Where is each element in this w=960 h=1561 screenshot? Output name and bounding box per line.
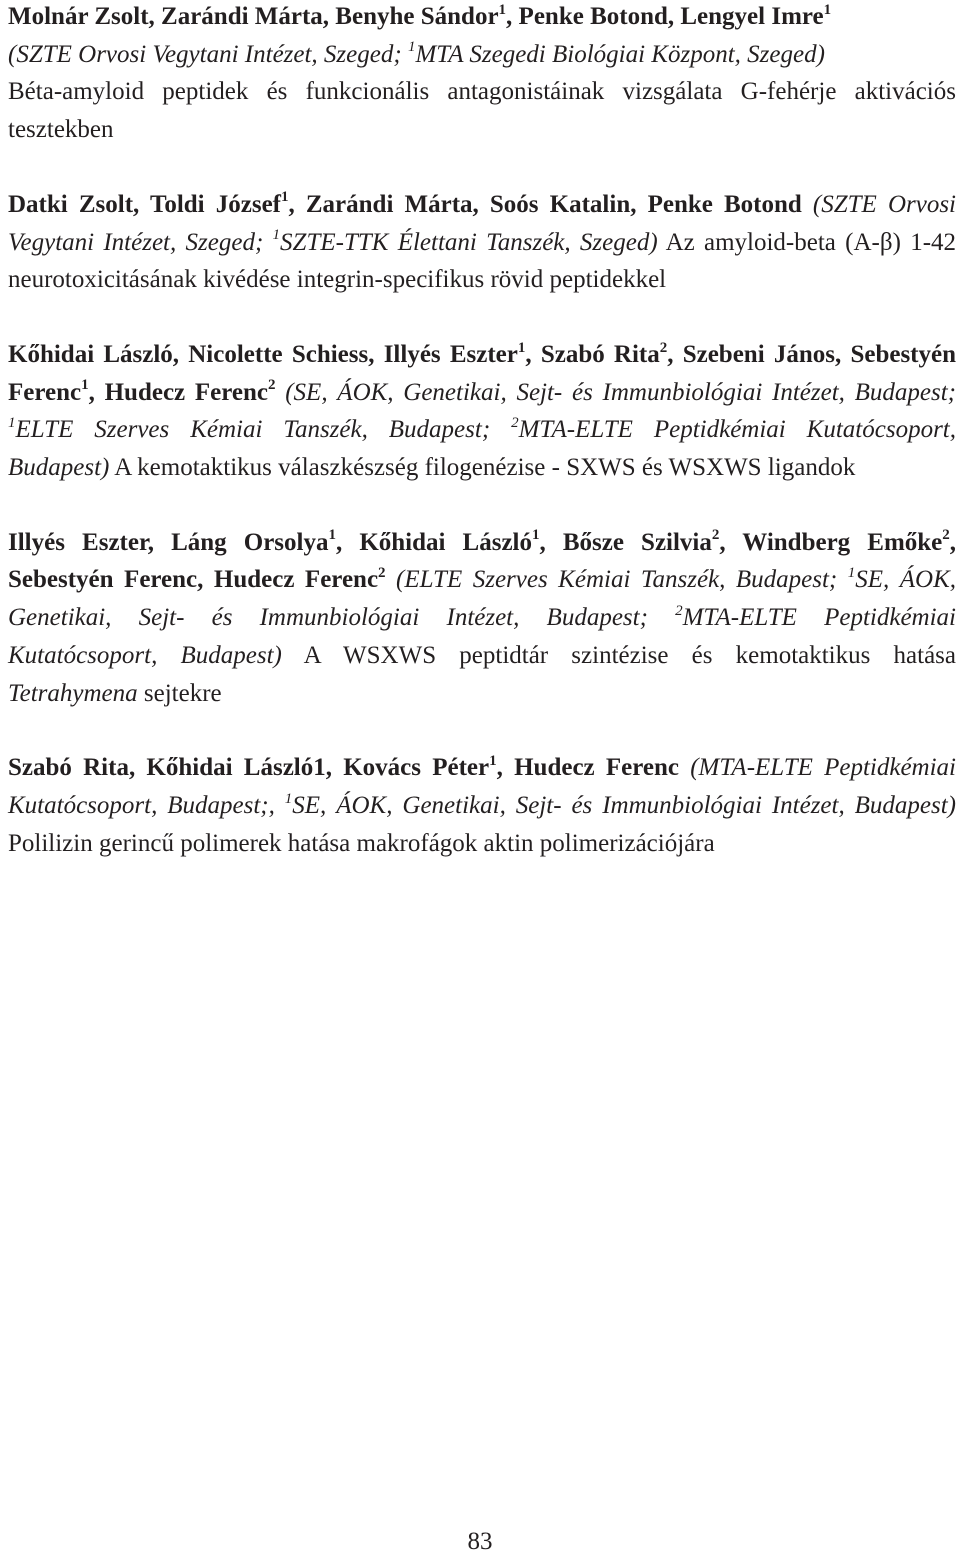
affiliation: (SZTE Orvosi Vegytani Intézet, Szeged; $^1$SZTE-TTK Élettani Tanszék, Szeged) xyxy=(8,190,957,256)
author-list: Illyés Eszter, Láng Orsolya$^1$, Kőhidai László$^1$, Bősze Szilvia$^2$, Windberg Emőke$^2$, Sebestyén Ferenc, Hudecz Ferenc$^2$ xyxy=(8,527,957,594)
affiliation: (SE, ÁOK, Genetikai, Sejt- és Immunbiológiai Intézet, Budapest; $^1$ELTE Szerves Kémiai Tanszék, Budapest; $^2$MTA-ELTE Peptidkémiai Kutatócsoport, Budapest) xyxy=(8,378,956,482)
author-list: Kőhidai László, Nicolette Schiess, Illyés Eszter$^1$, Szabó Rita$^2$, Szebeni János, Sebestyén Ferenc$^1$, Hudecz Ferenc$^2$ xyxy=(8,339,956,406)
abstract-entry xyxy=(8,524,956,713)
author-list: Molnár Zsolt, Zarándi Márta, Benyhe Sándor$^1$, Penke Botond, Lengyel Imre$^1$ xyxy=(8,1,832,30)
document-page xyxy=(8,0,956,899)
abstract-title: Az amyloid-beta (A-β) 1-42 neurotoxicitásának kivédése integrin-specifikus rövid peptidekkel xyxy=(8,228,957,294)
affiliation: (MTA-ELTE Peptidkémiai Kutatócsoport, Budapest;, $^1$SE, ÁOK, Genetikai, Sejt- és Immunbiológiai Intézet, Budapest) xyxy=(8,754,957,819)
abstract-title: Polilizin gerincű polimerek hatása makrofágok aktin polimerizációjára xyxy=(8,829,715,857)
affiliation: (ELTE Szerves Kémiai Tanszék, Budapest; $^1$SE, ÁOK, Genetikai, Sejt- és Immunbiológiai Intézet, Budapest; $^2$MTA-ELTE Peptidkémiai Kutatócsoport, Budapest) xyxy=(8,565,957,669)
abstract-entry xyxy=(8,0,956,149)
abstract-title: A kemotaktikus válaszkészség filogenézise - SXWS és WSXWS ligandok xyxy=(114,454,856,482)
author-list: Datki Zsolt, Toldi József$^1$, Zarándi Márta, Soós Katalin, Penke Botond xyxy=(8,189,802,218)
abstract-entry xyxy=(8,336,956,487)
affiliation: (SZTE Orvosi Vegytani Intézet, Szeged; $^1$MTA Szegedi Biológiai Központ, Szeged) xyxy=(8,39,825,68)
abstract-title: Béta-amyloid peptidek és funkcionális antagonistáinak vizsgálata G-fehérje aktivációs tesztekben xyxy=(8,78,956,144)
author-list: Szabó Rita, Kőhidai László1, Kovács Péter$^1$, Hudecz Ferenc xyxy=(8,752,679,782)
species-name: Tetrahymena xyxy=(8,679,138,707)
page-number: 83 xyxy=(467,1528,493,1555)
abstract-entry xyxy=(8,749,956,862)
abstract-entry xyxy=(8,186,956,299)
abstract-title: A WSXWS peptidtár szintézise és kemotaktikus hatása Tetrahymena sejtekre xyxy=(8,641,956,707)
